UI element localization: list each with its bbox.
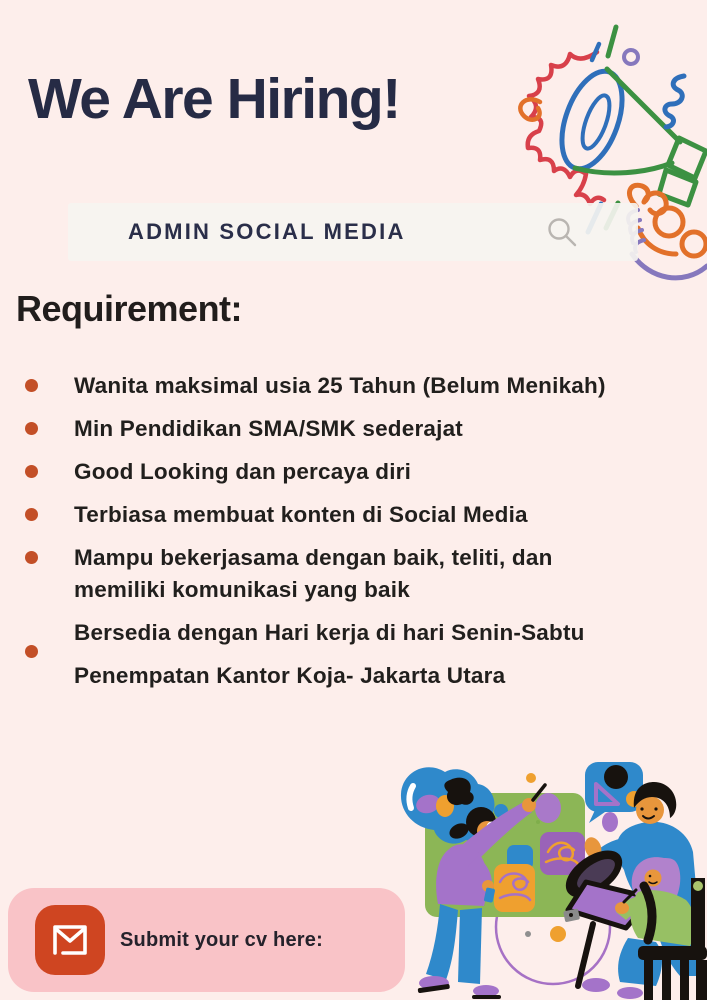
- bullet-icon: [25, 422, 38, 435]
- requirement-item: Wanita maksimal usia 25 Tahun (Belum Menikah): [22, 370, 704, 402]
- page-title: We Are Hiring!: [28, 67, 400, 131]
- search-icon[interactable]: [546, 216, 579, 249]
- bullet-icon: [25, 551, 38, 564]
- team-illustration: [388, 752, 707, 1000]
- submit-cv-label: Submit your cv here:: [120, 928, 323, 951]
- requirements-heading: Requirement:: [16, 288, 243, 329]
- requirement-item: Good Looking dan percaya diri: [22, 456, 704, 488]
- requirement-item: Mampu bekerjasama dengan baik, teliti, dan memiliki komunikasi yang baik: [22, 542, 704, 606]
- bullet-icon: [25, 645, 38, 658]
- bullet-icon: [25, 379, 38, 392]
- envelope-icon: [51, 924, 89, 956]
- requirements-list: [22, 370, 704, 703]
- requirement-item: Min Pendidikan SMA/SMK sederajat: [22, 413, 704, 445]
- bullet-icon: [25, 508, 38, 521]
- requirement-item: Bersedia dengan Hari kerja di hari Senin-Sabtu Penempatan Kantor Koja- Jakarta Utara: [22, 617, 704, 692]
- submit-cv-card[interactable]: [8, 888, 405, 992]
- role-title: ADMIN SOCIAL MEDIA: [128, 219, 406, 244]
- role-search-bar[interactable]: [68, 203, 638, 261]
- email-button[interactable]: [35, 905, 105, 975]
- requirement-item: Terbiasa membuat konten di Social Media: [22, 499, 704, 531]
- bullet-icon: [25, 465, 38, 478]
